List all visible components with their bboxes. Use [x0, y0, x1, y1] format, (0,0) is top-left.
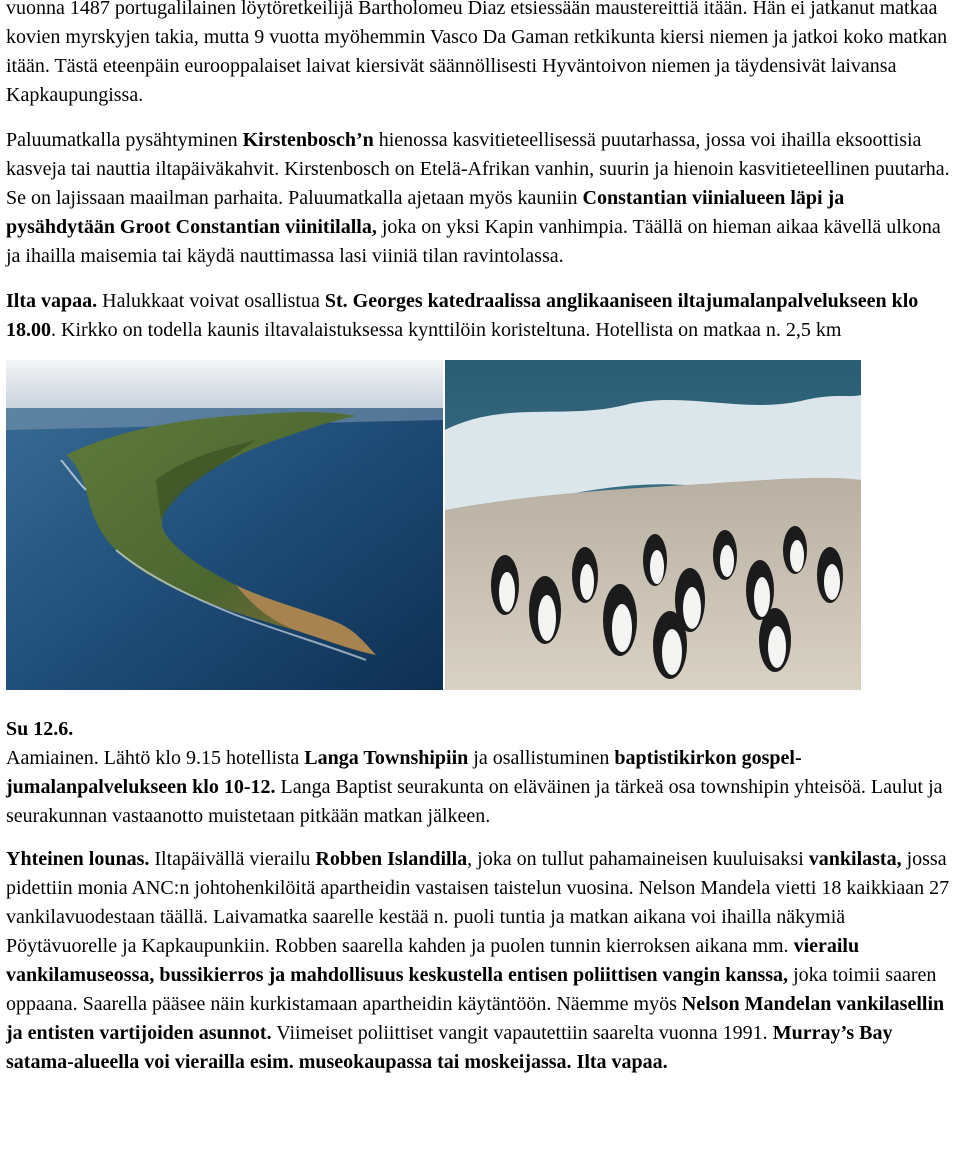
afternoon-text-2: , joka on tullut pahamaineisen kuuluisaksi — [467, 848, 809, 870]
afternoon-paragraph — [6, 845, 956, 1077]
morning-text-1: Aamiainen. Lähtö klo 9.15 hotellista — [6, 747, 305, 769]
langa-township-bold: Langa Townshipiin — [304, 747, 469, 769]
afternoon-text-5: Viimeiset poliittiset vangit vapautettiin saarelta vuonna 1991. — [271, 1022, 773, 1044]
gospel-service-bold: baptistikirkon gospel-jumalanpalvelukseen klo 10-12. — [6, 747, 802, 798]
lunch-bold: Yhteinen lounas. — [6, 848, 150, 870]
museum-visit-bold: vierailu vankilamuseossa, bussikierros ja mahdollisuus keskustella entisen poliittisen vangin kanssa, — [6, 935, 860, 986]
afternoon-text-1: Iltapäivällä vierailu — [149, 848, 316, 870]
morning-text-3: Langa Baptist seurakunta on eläväinen ja tärkeä osa townshipin yhteisöä. Laulut ja seurakunnan vastaanotto muistetaan pitkään matkan jälkeen. — [6, 776, 943, 827]
day-heading: Su 12.6. — [6, 718, 74, 740]
morning-text-2: ja osallistuminen — [468, 747, 615, 769]
murrays-bay-bold: Murray’s Bay satama-alueella voi vierailla esim. museokaupassa tai moskeijassa. Ilta vapaa. — [6, 1022, 893, 1073]
photo-row — [6, 360, 862, 690]
free-evening-bold: Ilta vapaa. — [6, 290, 98, 312]
robben-island-bold: Robben Islandilla — [315, 848, 468, 870]
cathedral-service-bold: St. Georges katedraalissa anglikaaniseen iltajumalanpalvelukseen klo 18.00 — [6, 290, 919, 341]
return-trip-text-2: hienossa kasvitieteellisessä puutarhassa, jossa voi ihailla eksoottisia kasveja tai nauttia iltapäiväkahvit. Kirstenbosch on Etelä-Afrikan vanhin, suurin ja hienoin kasvitieteellinen puutarha. Se on lajissaan maailman parhaita. Paluumatkalla ajetaan myös kauniin — [6, 129, 950, 209]
intro-paragraph — [6, 0, 956, 110]
kirstenbosch-bold: Kirstenbosch’n — [242, 129, 374, 151]
intro-text: vuonna 1487 portugalilainen löytöretkeilijä Bartholomeu Diaz etsiessään maustereittiä itään. Hän ei jatkanut matkaa kovien myrskyjen takia, mutta 9 vuotta myöhemmin Vasco Da Gaman retkikunta kiersi niemen ja jatkoi koko matkan itään. Tästä eteenpäin eurooppalaiset laivat kiersivät säännöllisesti Hyväntoivon niemen ja täydensivät laivansa Kapkaupungissa. — [6, 0, 948, 106]
evening-text-2: . Kirkko on todella kaunis iltavalaistuksessa kynttilöin koristeltuna. Hotellista on matkaa n. 2,5 km — [51, 319, 842, 341]
return-trip-text-3: joka on yksi Kapin vanhimpia. Täällä on hieman aikaa kävellä ulkona ja ihailla maisemia tai käydä nauttimassa lasi viiniä tilan ravintolassa. — [6, 216, 941, 267]
morning-paragraph — [6, 744, 956, 831]
document-page — [6, 0, 956, 1077]
evening-paragraph — [6, 287, 956, 345]
penguins-photo — [445, 360, 861, 690]
evening-text-1: Halukkaat voivat osallistua — [97, 290, 325, 312]
mandela-cell-bold: Nelson Mandelan vankilasellin ja entisten vartijoiden asunnot. — [6, 993, 945, 1044]
afternoon-text-4: joka toimii saaren oppaana. Saarella pääsee näin kurkistamaan apartheidin käytäntöön. Näemme myös — [6, 964, 937, 1015]
cape-peninsula-photo — [6, 360, 443, 690]
return-trip-paragraph — [6, 126, 956, 271]
constantia-bold: Constantian viinialueen läpi ja pysähdytään Groot Constantian viinitilalla, — [6, 187, 845, 238]
afternoon-text-3: jossa pidettiin monia ANC:n johtohenkilöitä apartheidin vastaisen taistelun vuosina. Nelson Mandela vietti 18 kaikkiaan 27 vankilavuodestaan täällä. Laivamatka saarelle kestää n. puoli tuntia ja matkan aikana voi ihailla näkymiä Pöytävuorelle ja Kapkaupunkiin. Robben saarella kahden ja puolen tunnin kierroksen aikana mm. — [6, 848, 950, 957]
prison-bold: vankilasta, — [808, 848, 902, 870]
return-trip-text-1: Paluumatkalla pysähtyminen — [6, 129, 243, 151]
